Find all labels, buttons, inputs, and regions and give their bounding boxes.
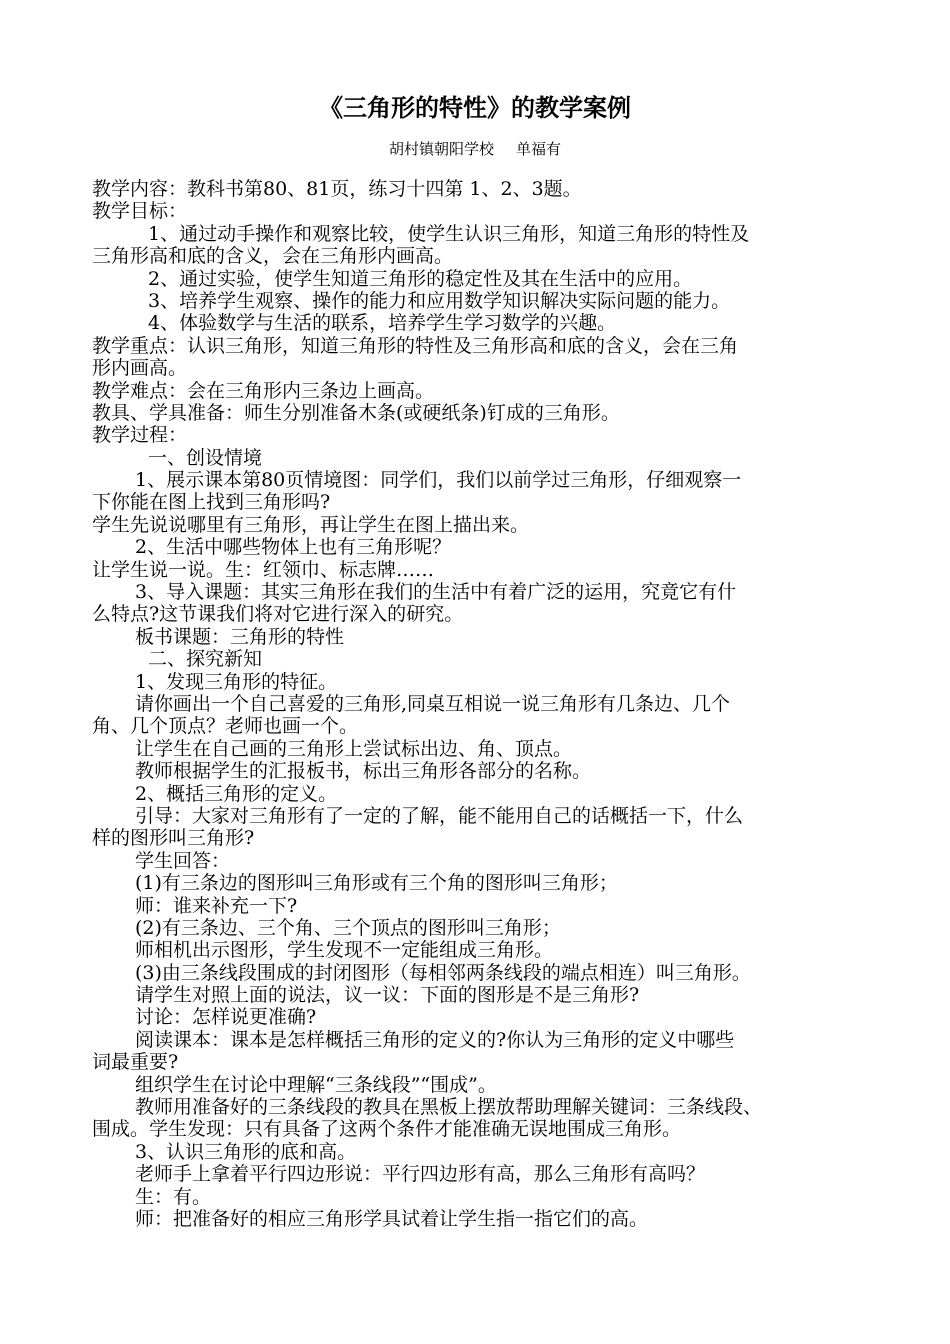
paragraph-line: 2、生活中哪些物体上也有三角形呢？ xyxy=(135,536,452,559)
section-heading-1: 一、创设情境 xyxy=(148,446,263,469)
paragraph-line: 角、几个顶点？老师也画一个。 xyxy=(92,715,359,738)
goal-2: 2、通过实验，使学生知道三角形的稳定性及其在生活中的应用。 xyxy=(148,267,693,290)
teaching-goals-heading: 教学目标： xyxy=(92,200,188,223)
teaching-content: 教学内容：教科书第80、81页，练习十四第 1、2、3题。 xyxy=(92,178,582,200)
paragraph-line: 围成。学生发现：只有具备了这两个条件才能准确无误地围成三角形。 xyxy=(92,1118,682,1141)
paragraph-line: 学生先说说哪里有三角形，再让学生在图上描出来。 xyxy=(92,513,530,536)
goal-3: 3、培养学生观察、操作的能力和应用数学知识解决实际问题的能力。 xyxy=(148,289,731,312)
paragraph-line: 请你画出一个自己喜爱的三角形,同桌互相说一说三角形有几条边、几个 xyxy=(135,692,731,715)
author-name: 单福有 xyxy=(516,140,562,158)
author-line xyxy=(0,138,950,160)
paragraph-line: 师：谁来补充一下? xyxy=(135,894,298,917)
paragraph-line: 学生回答： xyxy=(135,849,231,872)
paragraph-line: 请学生对照上面的说法，议一议：下面的图形是不是三角形? xyxy=(135,984,640,1007)
paragraph-line: 教师根据学生的汇报板书，标出三角形各部分的名称。 xyxy=(135,760,592,783)
goal-4: 4、体验数学与生活的联系，培养学生学习数学的兴趣。 xyxy=(148,312,617,335)
paragraph-line: 3、认识三角形的底和高。 xyxy=(135,1140,357,1163)
paragraph-line: 师相机出示图形，学生发现不一定能组成三角形。 xyxy=(135,939,554,962)
paragraph-line: 板书课题：三角形的特性 xyxy=(135,625,345,648)
author-school: 胡村镇朝阳学校 xyxy=(388,140,494,158)
paragraph-line: 组织学生在讨论中理解“三条线段”“围成”。 xyxy=(135,1073,497,1096)
document-title: 《三角形的特性》的教学案例 xyxy=(319,94,631,122)
paragraph-line: 师：把准备好的相应三角形学具试着让学生指一指它们的高。 xyxy=(135,1207,649,1230)
paragraph-line: 教师用准备好的三条线段的教具在黑板上摆放帮助理解关键词：三条线段、 xyxy=(135,1096,763,1119)
teaching-focus: 教学重点：认识三角形，知道三角形的特性及三角形高和底的含义，会在三角 xyxy=(92,334,739,357)
paragraph-line: 词最重要? xyxy=(92,1051,179,1074)
teaching-difficulty: 教学难点：会在三角形内三条边上画高。 xyxy=(92,379,435,402)
paragraph-line: 老师手上拿着平行四边形说：平行四边形有高，那么三角形有高吗？ xyxy=(135,1163,706,1186)
teaching-aids: 教具、学具准备：师生分别准备木条(或硬纸条)钉成的三角形。 xyxy=(92,401,620,424)
document-body xyxy=(92,178,862,1230)
paragraph-line: (1)有三条边的图形叫三角形或有三个角的图形叫三角形； xyxy=(135,872,618,895)
paragraph-line: 下你能在图上找到三角形吗? xyxy=(92,491,331,514)
teaching-focus-continued: 形内画高。 xyxy=(92,357,188,380)
paragraph-line: 样的图形叫三角形? xyxy=(92,827,255,850)
paragraph-line: 2、概括三角形的定义。 xyxy=(135,782,338,805)
paragraph-line: (2)有三条边、三个角、三个顶点的图形叫三角形； xyxy=(135,916,561,939)
paragraph-line: 阅读课本：课本是怎样概括三角形的定义的?你认为三角形的定义中哪些 xyxy=(135,1028,735,1051)
goal-1-continued: 三角形高和底的含义，会在三角形内画高。 xyxy=(92,245,454,268)
paragraph-line: 生：有。 xyxy=(135,1185,212,1208)
teaching-process-heading: 教学过程： xyxy=(92,424,188,447)
paragraph-line: 1、发现三角形的特征。 xyxy=(135,670,338,693)
paragraph-line: 引导：大家对三角形有了一定的了解，能不能用自己的话概括一下，什么 xyxy=(135,804,744,827)
section-heading-2: 二、探究新知 xyxy=(148,648,263,671)
paragraph-line: (3)由三条线段围成的封闭图形（每相邻两条线段的端点相连）叫三角形。 xyxy=(135,961,751,984)
paragraph-line: 让学生在自己画的三角形上尝试标出边、角、顶点。 xyxy=(135,737,573,760)
paragraph-line: 1、展示课本第80页情境图：同学们，我们以前学过三角形，仔细观察一 xyxy=(135,469,742,492)
paragraph-line: 3、导入课题：其实三角形在我们的生活中有着广泛的运用，究竟它有什 xyxy=(135,581,737,604)
paragraph-line: 让学生说一说。生：红领巾、标志牌…… xyxy=(92,558,435,581)
paragraph-line: 么特点?这节课我们将对它进行深入的研究。 xyxy=(92,603,464,626)
goal-1: 1、通过动手操作和观察比较，使学生认识三角形，知道三角形的特性及 xyxy=(148,222,750,245)
paragraph-line: 讨论：怎样说更准确? xyxy=(135,1006,317,1029)
